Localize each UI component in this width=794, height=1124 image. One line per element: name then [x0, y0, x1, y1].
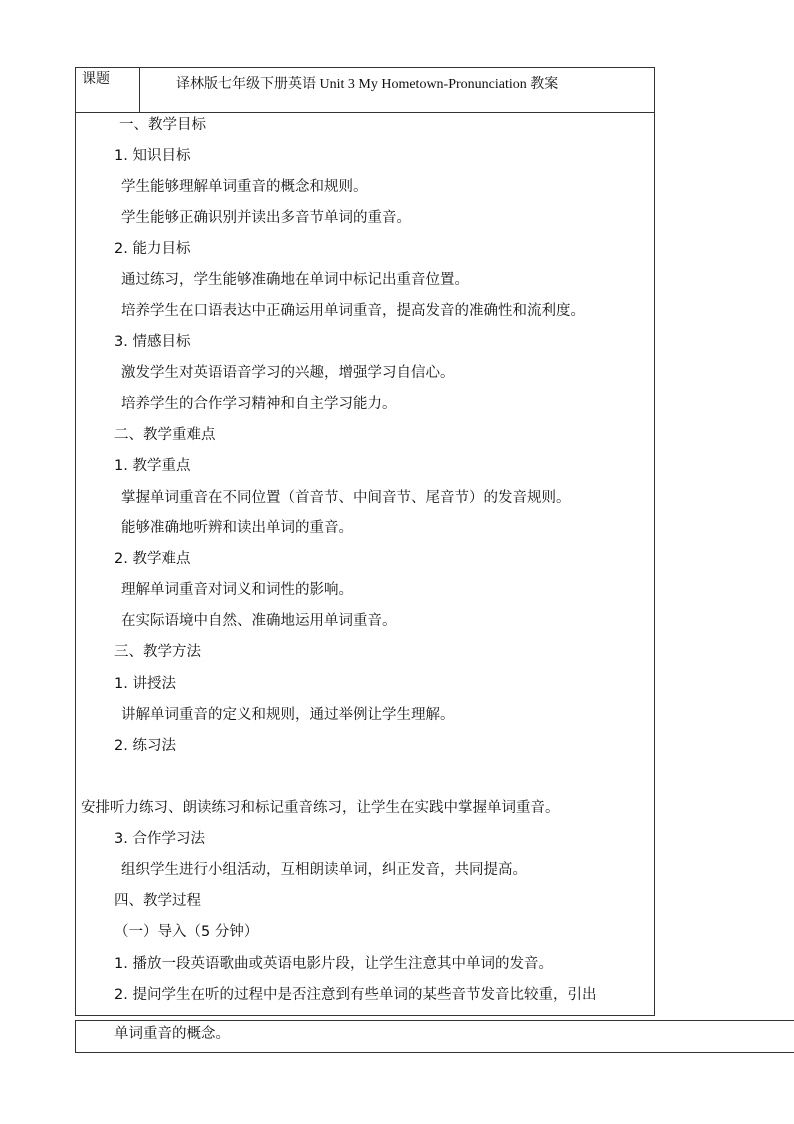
- subheading-knowledge-objective: 1. 知识目标: [114, 148, 191, 164]
- subheading-introduction: （一）导入（5 分钟）: [114, 924, 259, 940]
- subheading-cooperative-method: 3. 合作学习法: [114, 831, 205, 847]
- paragraph-line: 安排听力练习、朗读练习和标记重音练习，让学生在实践中掌握单词重音。: [81, 800, 560, 816]
- header-column-divider: [139, 67, 140, 113]
- paragraph-line: 1. 播放一段英语歌曲或英语电影片段，让学生注意其中单词的发音。: [114, 956, 553, 972]
- paragraph-line: 组织学生进行小组活动，互相朗读单词，纠正发音，共同提高。: [121, 862, 527, 878]
- paragraph-line: 在实际语境中自然、准确地运用单词重音。: [121, 613, 397, 629]
- subheading-ability-objective: 2. 能力目标: [114, 241, 191, 257]
- topic-label: 课题: [82, 71, 110, 87]
- subheading-key-point: 1. 教学重点: [114, 458, 191, 474]
- subheading-practice-method: 2. 练习法: [114, 738, 176, 754]
- lesson-title: 译林版七年级下册英语 Unit 3 My Hometown-Pronunciation 教案: [176, 77, 559, 92]
- section-heading-methods: 三、教学方法: [114, 644, 201, 660]
- subheading-lecture-method: 1. 讲授法: [114, 676, 176, 692]
- paragraph-line: 培养学生的合作学习精神和自主学习能力。: [121, 396, 397, 412]
- paragraph-line: 培养学生在口语表达中正确运用单词重音，提高发音的准确性和流利度。: [121, 303, 585, 319]
- paragraph-line: 能够准确地听辨和读出单词的重音。: [121, 520, 353, 536]
- paragraph-line: 通过练习，学生能够准确地在单词中标记出重音位置。: [121, 272, 469, 288]
- paragraph-line: 讲解单词重音的定义和规则，通过举例让学生理解。: [121, 707, 455, 723]
- section-heading-objectives: 一、教学目标: [119, 117, 206, 133]
- paragraph-line: 单词重音的概念。: [114, 1026, 230, 1042]
- paragraph-line: 激发学生对英语语音学习的兴趣，增强学习自信心。: [121, 365, 455, 381]
- paragraph-line: 理解单词重音对词义和词性的影响。: [121, 582, 353, 598]
- paragraph-line: 2. 提问学生在听的过程中是否注意到有些单词的某些音节发音比较重，引出: [114, 987, 597, 1003]
- paragraph-line: 学生能够理解单词重音的概念和规则。: [121, 179, 368, 195]
- subheading-emotional-objective: 3. 情感目标: [114, 334, 191, 350]
- section-heading-key-points: 二、教学重难点: [114, 427, 216, 443]
- paragraph-line: 掌握单词重音在不同位置（首音节、中间音节、尾音节）的发音规则。: [121, 490, 571, 506]
- subheading-difficult-point: 2. 教学难点: [114, 551, 191, 567]
- paragraph-line: 学生能够正确识别并读出多音节单词的重音。: [121, 210, 411, 226]
- section-heading-process: 四、教学过程: [114, 893, 201, 909]
